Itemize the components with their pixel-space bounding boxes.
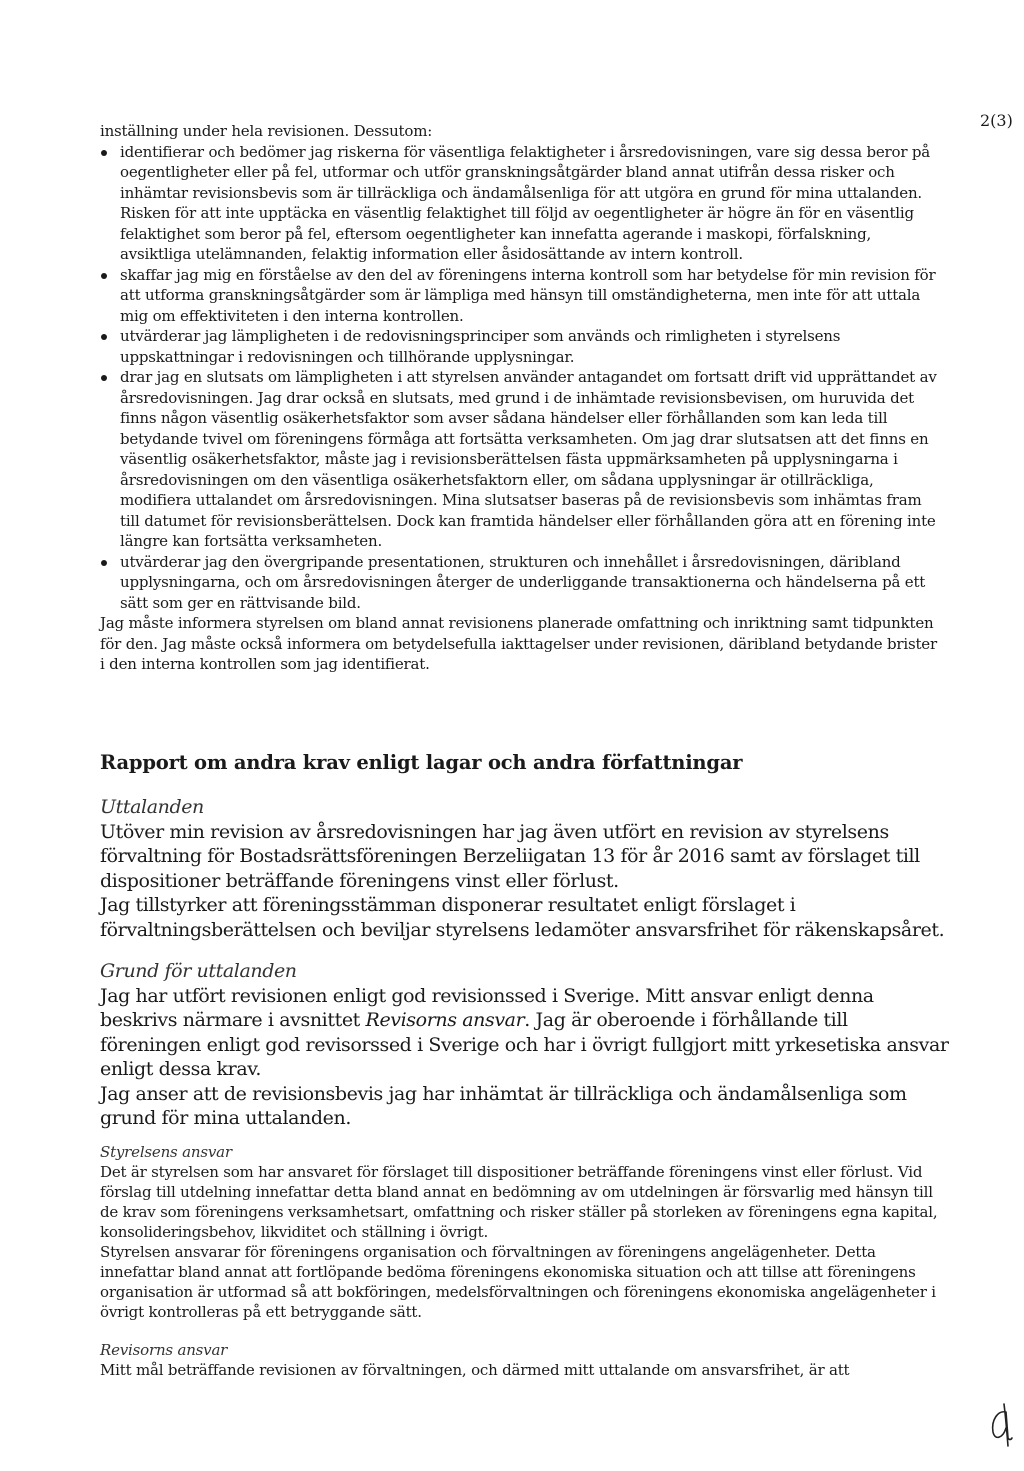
grund-text: . Jag är oberoende i förhållande till föreningen enligt god revisorssed i Sverige och har i övrigt fullgjort mitt yrkesetiska ansvar enligt dessa krav. <box>100 1009 949 1080</box>
handwritten-initial <box>982 1394 1022 1450</box>
grund-paragraph: Jag anser att de revisionsbevis jag har inhämtat är tillräckliga och ändamålsenliga som grund för mina uttalanden. <box>100 1082 907 1129</box>
page-number: 2(3) <box>980 111 1013 130</box>
audit-responsibility-continuation <box>100 121 940 675</box>
uttalanden-paragraph: Utöver min revision av årsredovisningen har jag även utfört en revision av styrelsens förvaltning för Bostadsrättsföreningen Berzeliigatan 13 för år 2016 samt av förslaget till dispositioner beträffande föreningens vinst eller förlust. <box>100 820 920 892</box>
uttalanden-paragraph: Jag tillstyrker att föreningsstämman disponerar resultatet enligt förslaget i förvaltningsberättelsen och beviljar styrelsens ledamöter ansvarsfrihet för räkenskapsåret. <box>100 894 945 941</box>
section-heading: Rapport om andra krav enligt lagar och andra författningar <box>100 751 743 774</box>
list-item: utvärderar jag den övergripande presentationen, strukturen och innehållet i årsredovisningen, däribland upplysningarna, och om årsredovisningen återger de underliggande transaktionerna och händelserna på ett sätt som ger en rättvisande bild. <box>100 552 940 614</box>
auditor-actions-list <box>100 142 940 614</box>
styrelsens-ansvar-heading: Styrelsens ansvar <box>100 1143 232 1161</box>
grund-section <box>100 959 950 1131</box>
revisorns-ansvar-paragraph: Mitt mål beträffande revisionen av förvaltningen, och därmed mitt uttalande om ansvarsfrihet, är att <box>100 1361 850 1379</box>
grund-text: Jag har utfört revisionen enligt god revisionssed i Sverige. Mitt ansvar enligt denna beskrivs närmare i avsnittet <box>100 984 874 1031</box>
revisorns-ansvar-reference: Revisorns ansvar <box>365 1009 525 1031</box>
styrelsens-ansvar-paragraph: Styrelsen ansvarar för föreningens organisation och förvaltningen av föreningens angelägenheter. Detta innefattar bland annat att fortlöpande bedöma föreningens ekonomiska situation och att tillse att föreningens organisation är utformad så att bokföringen, medelsförvaltningen och föreningens ekonomiska angelägenheter i övrigt kontrolleras på ett betryggande sätt. <box>100 1243 936 1321</box>
uttalanden-section <box>100 795 950 942</box>
intro-text: inställning under hela revisionen. Dessutom: <box>100 122 433 140</box>
list-item: skaffar jag mig en förståelse av den del av föreningens interna kontroll som har betydelse för min revision för att utforma granskningsåtgärder som är lämpliga med hänsyn till omständigheterna, men inte för att uttala mig om effektiviteten i den interna kontrollen. <box>100 265 940 327</box>
grund-paragraph <box>100 984 950 1082</box>
list-item: drar jag en slutsats om lämpligheten i att styrelsen använder antagandet om fortsatt drift vid upprättandet av årsredovisningen. Jag drar också en slutsats, med grund i de inhämtade revisionsbevisen, om huruvida det finns någon väsentlig osäkerhetsfaktor som avser sådana händelser eller förhållanden som kan leda till betydande tvivel om föreningens förmåga att fortsätta verksamheten. Om jag drar slutsatsen att det finns en väsentlig osäkerhetsfaktor, måste jag i revisionsberättelsen fästa uppmärksamheten på upplysningarna i årsredovisningen om den väsentliga osäkerhetsfaktorn eller, om sådana upplysningar är otillräckliga, modifiera uttalandet om årsredovisningen. Mina slutsatser baseras på de revisionsbevis som inhämtas fram till datumet för revisionsberättelsen. Dock kan framtida händelser eller förhållanden göra att en förening inte längre kan fortsätta verksamheten. <box>100 367 940 552</box>
revisorns-ansvar-heading: Revisorns ansvar <box>100 1341 228 1359</box>
styrelsens-ansvar-section <box>100 1142 950 1322</box>
closing-paragraph: Jag måste informera styrelsen om bland annat revisionens planerade omfattning och inriktning samt tidpunkten för den. Jag måste också informera om betydelsefulla iakttagelser under revisionen, däribland betydande brister i den interna kontrollen som jag identifierat. <box>100 614 937 673</box>
grund-heading: Grund för uttalanden <box>100 960 297 982</box>
list-item: identifierar och bedömer jag riskerna för väsentliga felaktigheter i årsredovisningen, vare sig dessa beror på oegentligheter eller på fel, utformar och utför granskningsåtgärder bland annat utifrån dessa risker och inhämtar revisionsbevis som är tillräckliga och ändamålsenliga för att utgöra en grund för mina uttalanden. Risken för att inte upptäcka en väsentlig felaktighet till följd av oegentligheter är högre än för en väsentlig felaktighet som beror på fel, eftersom oegentligheter kan innefatta agerande i maskopi, förfalskning, avsiktliga utelämnanden, felaktig information eller åsidosättande av intern kontroll. <box>100 142 940 265</box>
styrelsens-ansvar-paragraph: Det är styrelsen som har ansvaret för förslaget till dispositioner beträffande föreningens vinst eller förlust. Vid förslag till utdelning innefattar detta bland annat en bedömning av om utdelningen är försvarlig med hänsyn till de krav som föreningens verksamhetsart, omfattning och risker ställer på storleken av föreningens egna kapital, konsolideringsbehov, likviditet och ställning i övrigt. <box>100 1163 938 1241</box>
revisorns-ansvar-section <box>100 1340 950 1380</box>
list-item: utvärderar jag lämpligheten i de redovisningsprinciper som används och rimligheten i styrelsens uppskattningar i redovisningen och tillhörande upplysningar. <box>100 326 940 367</box>
uttalanden-heading: Uttalanden <box>100 796 204 818</box>
